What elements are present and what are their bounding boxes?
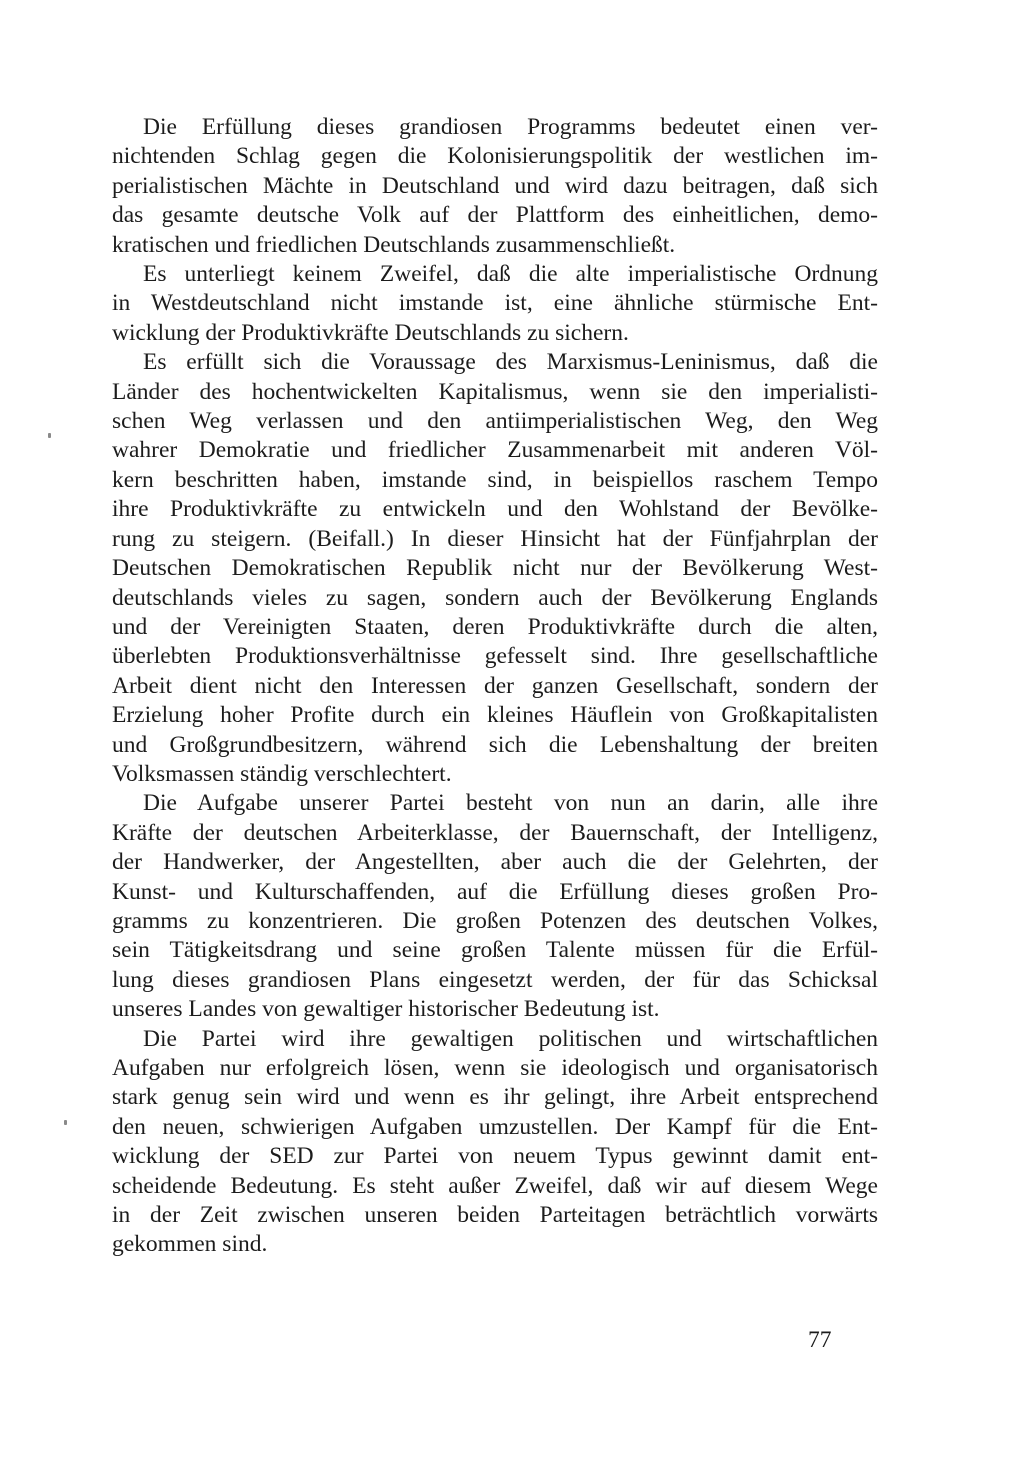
text-line: Die Partei wird ihre gewaltigen politischen und wirtschaftlichen <box>143 1025 878 1052</box>
text-line: überlebten Produktionsverhältnisse gefesselt sind. Ihre gesellschaftliche <box>112 643 878 670</box>
text-line: Es erfüllt sich die Voraussage des Marxismus-Leninismus, daß die <box>143 349 878 376</box>
text-line: schen Weg verlassen und den antiimperialistischen Weg, den Weg <box>112 408 878 435</box>
text-line: Erzielung hoher Profite durch ein kleines Häuflein von Großkapitalisten <box>112 702 878 729</box>
text-line: wahrer Demokratie und friedlicher Zusammenarbeit mit anderen Völ- <box>112 437 878 464</box>
text-line: Arbeit dient nicht den Interessen der ganzen Gesellschaft, sondern der <box>112 672 878 699</box>
text-line: Kräfte der deutschen Arbeiterklasse, der Bauernschaft, der Intelligenz, <box>112 819 878 846</box>
text-line: in der Zeit zwischen unseren beiden Parteitagen beträchtlich vorwärts <box>112 1202 878 1229</box>
text-line: kern beschritten haben, imstande sind, in beispiellos raschem Tempo <box>112 466 878 493</box>
text-line: rung zu steigern. (Beifall.) In dieser Hinsicht hat der Fünfjahrplan der <box>112 525 878 552</box>
body-text <box>112 113 878 1260</box>
print-speck <box>48 433 51 438</box>
paragraph-3 <box>112 348 878 789</box>
text-line: unseres Landes von gewaltiger historischer Bedeutung ist. <box>112 996 660 1023</box>
text-line: das gesamte deutsche Volk auf der Plattform des einheitlichen, demo- <box>112 202 878 229</box>
text-line: nichtenden Schlag gegen die Kolonisierungspolitik der westlichen im- <box>112 143 878 170</box>
text-line: deutschlands vieles zu sagen, sondern auch der Bevölkerung Englands <box>112 584 878 611</box>
text-line: sein Tätigkeitsdrang und seine großen Talente müssen für die Erfül- <box>112 937 878 964</box>
paragraph-5 <box>112 1025 878 1260</box>
text-line: und Großgrundbesitzern, während sich die Lebenshaltung der breiten <box>112 731 878 758</box>
text-line: und der Vereinigten Staaten, deren Produktivkräfte durch die alten, <box>112 613 878 640</box>
text-line: den neuen, schwierigen Aufgaben umzustellen. Der Kampf für die Ent- <box>112 1113 878 1140</box>
paragraph-4 <box>112 789 878 1024</box>
text-line: kratischen und friedlichen Deutschlands zusammenschließt. <box>112 231 676 258</box>
paragraph-2 <box>112 260 878 348</box>
text-line: stark genug sein wird und wenn es ihr gelingt, ihre Arbeit entsprechend <box>112 1084 878 1111</box>
text-line: perialistischen Mächte in Deutschland und wird dazu beitragen, daß sich <box>112 172 878 199</box>
text-line: wicklung der SED zur Partei von neuem Typus gewinnt damit ent- <box>112 1143 878 1170</box>
text-line: gekommen sind. <box>112 1231 268 1258</box>
text-line: Es unterliegt keinem Zweifel, daß die alte imperialistische Ordnung <box>143 261 878 288</box>
text-line: Die Aufgabe unserer Partei besteht von nun an darin, alle ihre <box>143 790 878 817</box>
text-line: in Westdeutschland nicht imstande ist, eine ähnliche stürmische Ent- <box>112 290 878 317</box>
paragraph-1 <box>112 113 878 260</box>
print-speck <box>64 1120 67 1125</box>
page-number: 77 <box>808 1327 832 1353</box>
text-line: der Handwerker, der Angestellten, aber auch die der Gelehrten, der <box>112 849 878 876</box>
text-line: Aufgaben nur erfolgreich lösen, wenn sie ideologisch und organisatorisch <box>112 1055 878 1081</box>
text-line: Volksmassen ständig verschlechtert. <box>112 760 452 787</box>
text-line: ihre Produktivkräfte zu entwickeln und den Wohlstand der Bevölke- <box>112 496 878 523</box>
text-line: wicklung der Produktivkräfte Deutschlands zu sichern. <box>112 319 629 346</box>
text-line: gramms zu konzentrieren. Die großen Potenzen des deutschen Volkes, <box>112 907 878 934</box>
text-line: Deutschen Demokratischen Republik nicht nur der Bevölkerung West- <box>112 555 878 582</box>
text-line: Länder des hochentwickelten Kapitalismus, wenn sie den imperialisti- <box>112 378 878 405</box>
text-line: scheidende Bedeutung. Es steht außer Zweifel, daß wir auf diesem Wege <box>112 1172 878 1199</box>
text-line: Die Erfüllung dieses grandiosen Programms bedeutet einen ver- <box>143 114 878 140</box>
text-line: lung dieses grandiosen Plans eingesetzt werden, der für das Schicksal <box>112 966 878 993</box>
text-line: Kunst- und Kulturschaffenden, auf die Erfüllung dieses großen Pro- <box>112 878 878 905</box>
